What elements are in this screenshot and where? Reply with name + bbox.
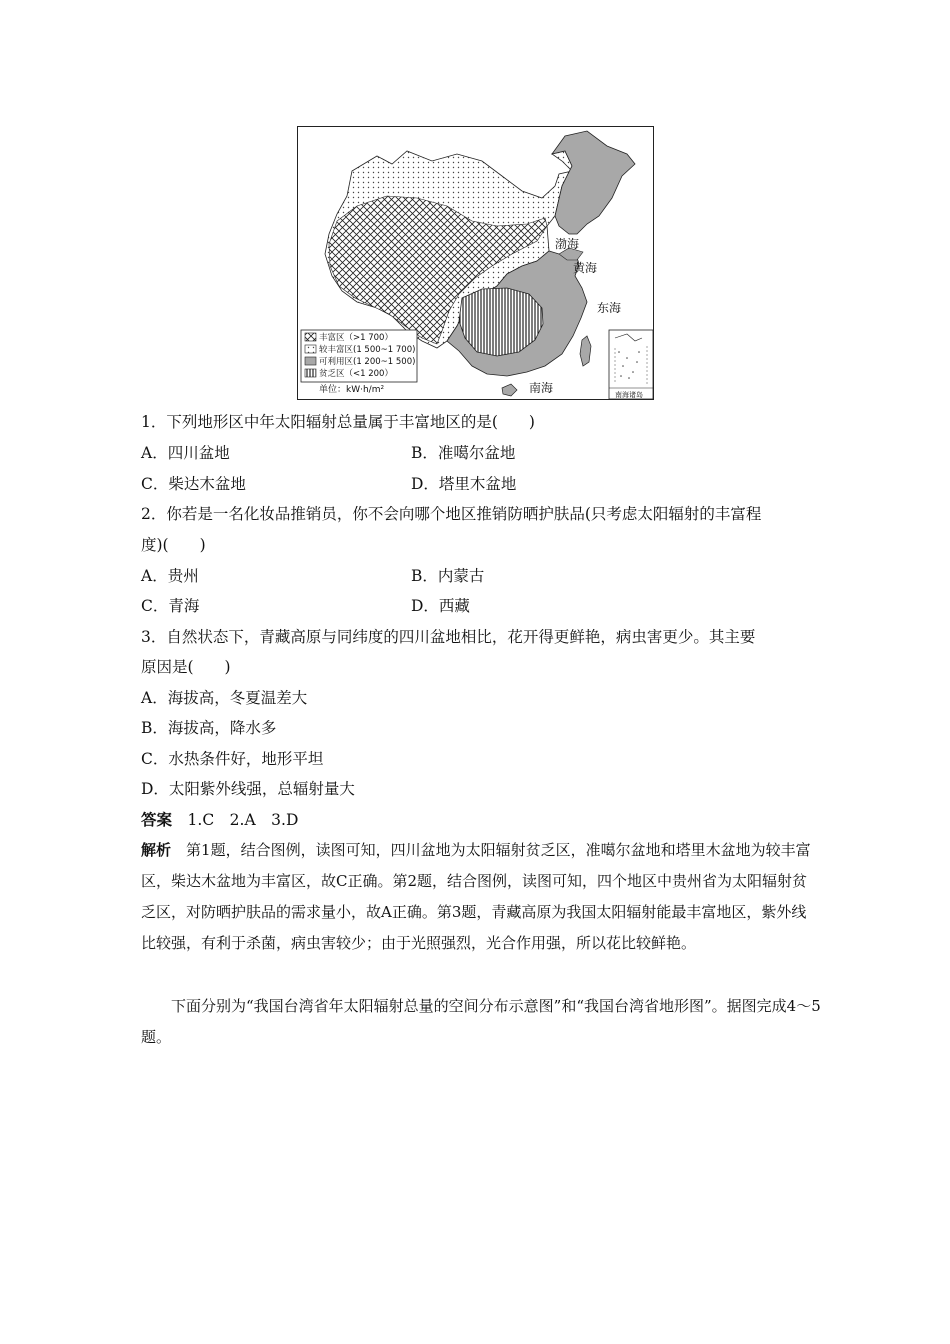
q1-option-d: D．塔里木盆地 [411,475,517,493]
legend-item-available [305,356,415,367]
q1-option-c: C．柴达木盆地 [141,475,246,493]
q1-option-a: A．四川盆地 [141,444,230,462]
q2-option-d: D．西藏 [411,597,470,615]
explanation-text: 第1题，结合图例，读图可知，四川盆地为太阳辐射贫乏区，准噶尔盆地和塔里木盆地为较丰富区，柴达木盆地为丰富区，故C正确。第2题，结合图例，读图可知，四个地区中贵州省为太阳辐射贫乏区，对防晒护肤品的需求量小，故A正确。第3题，青藏高原为我国太阳辐射能最丰富地区，紫外线比较强，有利于杀菌，病虫害较少；由于光照强烈，光合作用强，所以花比较鲜艳。 [141,841,811,952]
svg-text:丰富区（>1 700）: 丰富区（>1 700） [319,333,393,343]
inset-label: 南海诸岛 [615,391,643,399]
question-1-stem: 1．下列地形区中年太阳辐射总量属于丰富地区的是( ) [141,413,535,431]
question-2-stem-line2: 度)( ) [141,536,206,554]
next-questions-intro: 下面分别为“我国台湾省年太阳辐射总量的空间分布示意图”和“我国台湾省地形图”。据图完成4～5题。 [141,997,821,1046]
svg-text:贫乏区（<1 200）: 贫乏区（<1 200） [319,369,393,379]
svg-text:可利用区(1 200~1 500): 可利用区(1 200~1 500) [319,357,416,367]
q2-option-b: B．内蒙古 [411,567,485,585]
bohai-label: 渤海 [555,237,580,251]
q3-option-c: C．水热条件好，地形平坦 [141,750,324,768]
huanghai-label: 黄海 [573,261,598,275]
inset-frame [609,330,653,399]
answer-label: 答案 [141,810,173,829]
china-solar-radiation-map [297,126,654,400]
question-3-stem-line2: 原因是( ) [141,658,231,676]
q1-option-b: B．准噶尔盆地 [411,444,516,462]
legend-unit: 单位：kW·h/m² [319,385,385,395]
nanhai-label: 南海 [529,381,554,395]
question-2-stem-line1: 2．你若是一名化妆品推销员，你不会向哪个地区推销防晒护肤品(只考虑太阳辐射的丰富程 [141,505,762,523]
svg-text:较丰富区(1 500~1 700): 较丰富区(1 500~1 700) [319,345,416,355]
legend-item-relatively-rich [305,344,415,355]
explanation-label: 解析 [141,841,172,859]
legend-item-poor [305,368,393,379]
q2-option-a: A．贵州 [141,567,199,585]
answer-line [141,809,298,831]
answer-text: 1.C 2.A 3.D [187,811,299,829]
q3-option-d: D．太阳紫外线强，总辐射量大 [141,780,355,798]
legend-item-rich [305,332,393,343]
question-3-stem-line1: 3．自然状态下，青藏高原与同纬度的四川盆地相比，花开得更鲜艳，病虫害更少。其主要 [141,628,756,646]
explanation-paragraph [141,835,821,959]
donghai-label: 东海 [597,301,622,315]
q2-option-c: C．青海 [141,597,200,615]
q3-option-b: B．海拔高，降水多 [141,719,277,737]
q3-option-a: A．海拔高，冬夏温差大 [141,689,308,707]
